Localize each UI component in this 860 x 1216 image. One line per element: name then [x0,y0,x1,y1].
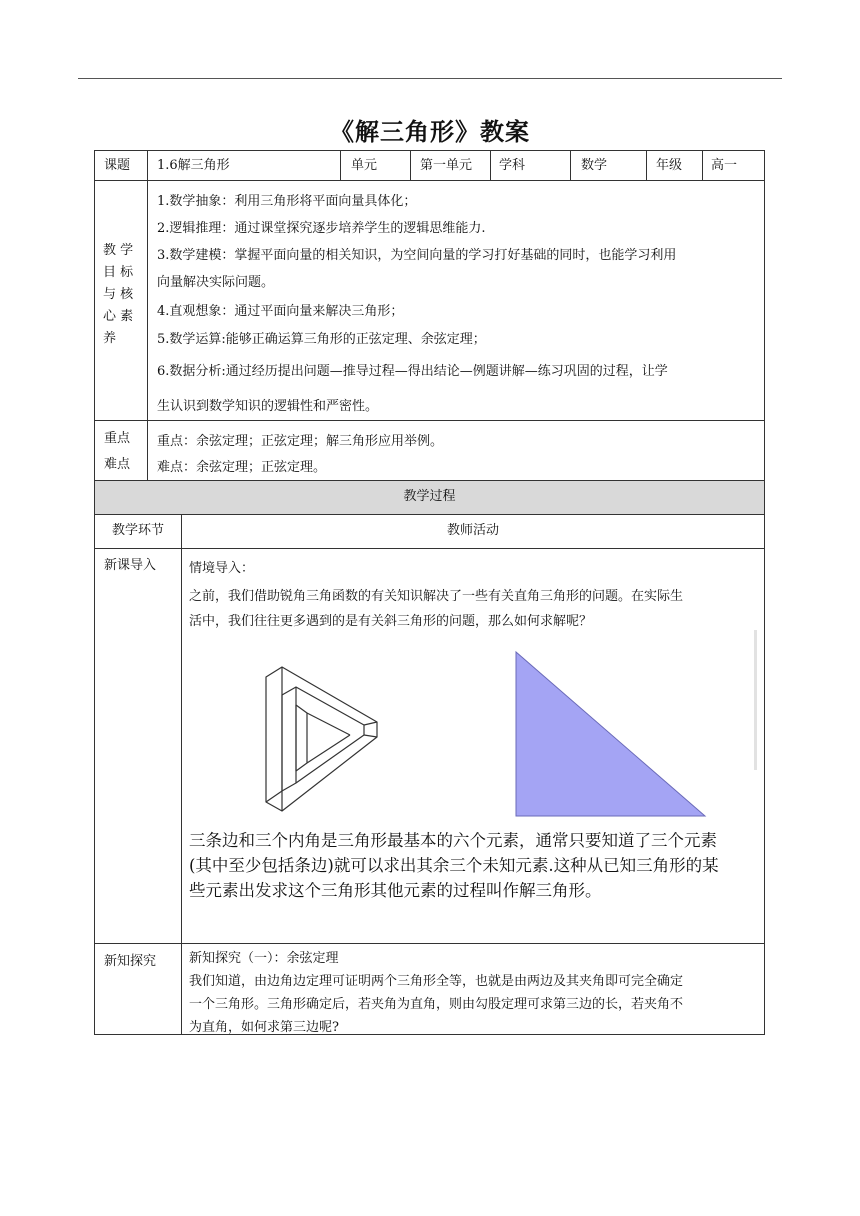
col-divider [181,514,182,1035]
col-divider [490,150,491,180]
page-title: 《解三角形》教案 [330,118,530,146]
label-key: 重点 [104,431,131,446]
objectives-label-char: 养 [103,331,117,346]
objectives-label [103,240,143,350]
col-divider [570,150,571,180]
objectives-label-char: 学 [120,243,134,258]
col-divider [340,150,341,180]
objectives-label-char: 教 [103,243,117,258]
right-triangle-figure [510,648,710,820]
objectives-label-char: 素 [120,309,134,324]
col-divider [702,150,703,180]
label-unit: 单元 [351,158,378,173]
row-divider [94,548,765,549]
objectives-label-char: 标 [120,265,134,280]
header-rule [78,78,782,79]
intro-big-text-line: 三条边和三个内角是三角形最基本的六个元素，通常只要知道了三个元素 [189,831,717,850]
objective-line: 向量解决实际问题。 [157,275,275,290]
difficult-points: 难点：余弦定理；正弦定理。 [157,460,327,475]
stage-intro: 新课导入 [104,558,157,573]
row-divider [94,180,765,181]
objective-line: 6.数据分析:通过经历提出问题—推导过程—得出结论—例题讲解—练习巩固的过程，让学 [157,364,668,379]
explore-heading: 新知探究（一）：余弦定理 [189,951,339,966]
process-title: 教学过程 [403,489,456,504]
objectives-label-char: 目 [103,265,117,280]
grade-value: 高一 [711,158,738,173]
objective-line: 5.数学运算:能够正确运算三角形的正弦定理、余弦定理； [157,332,486,347]
col-activity-header: 教师活动 [446,523,499,538]
subject-value: 数学 [581,158,608,173]
scrollbar-artifact [754,630,757,770]
row-divider [94,480,765,481]
explore-paragraph-line: 我们知道，由边角边定理可证明两个三角形全等，也就是由两边及其夹角即可完全确定 [189,974,684,989]
row-divider [94,943,765,944]
row-divider [94,420,765,421]
label-subject: 学科 [499,158,526,173]
objective-line: 2.逻辑推理：通过课堂探究逐步培养学生的逻辑思维能力. [157,221,486,236]
objectives-label-char: 与 [103,287,117,302]
unit-value: 第一单元 [420,158,473,173]
col-divider [646,150,647,180]
impossible-triangle-figure [262,665,382,815]
label-grade: 年级 [656,158,683,173]
label-difficult: 难点 [104,457,131,472]
objectives-label-char: 心 [103,309,117,324]
lesson-value: 1.6解三角形 [157,158,230,173]
col-divider [147,150,148,480]
objective-line: 3.数学建模：掌握平面向量的相关知识，为空间向量的学习打好基础的同时，也能学习利用 [157,248,677,263]
key-points: 重点：余弦定理；正弦定理；解三角形应用举例。 [157,434,444,449]
explore-paragraph-line: 为直角，如何求第三边呢? [189,1020,339,1035]
objective-line: 1.数学抽象：利用三角形将平面向量具体化； [157,194,417,209]
col-stage-header: 教学环节 [111,523,164,538]
col-divider [410,150,411,180]
objectives-label-char: 核 [120,287,134,302]
intro-big-text-line: 些元素出发求这个三角形其他元素的过程叫作解三角形。 [189,881,602,900]
intro-big-text-line: (其中至少包括条边)就可以求出其余三个未知元素.这种从已知三角形的某 [189,856,719,875]
intro-heading: 情境导入： [189,561,255,576]
row-divider [94,514,765,515]
objective-line: 生认识到数学知识的逻辑性和严密性。 [157,399,379,414]
intro-paragraph-line: 活中，我们往往更多遇到的是有关斜三角形的问题，那么如何求解呢？ [189,614,593,629]
label-lesson: 课题 [104,158,131,173]
stage-explore: 新知探究 [104,954,157,969]
intro-paragraph-line: 之前，我们借助锐角三角函数的有关知识解决了一些有关直角三角形的问题。在实际生 [189,589,684,604]
explore-paragraph-line: 一个三角形。三角形确定后，若夹角为直角，则由勾股定理可求第三边的长，若夹角不 [189,997,684,1012]
objective-line: 4.直观想象：通过平面向量来解决三角形； [157,304,404,319]
